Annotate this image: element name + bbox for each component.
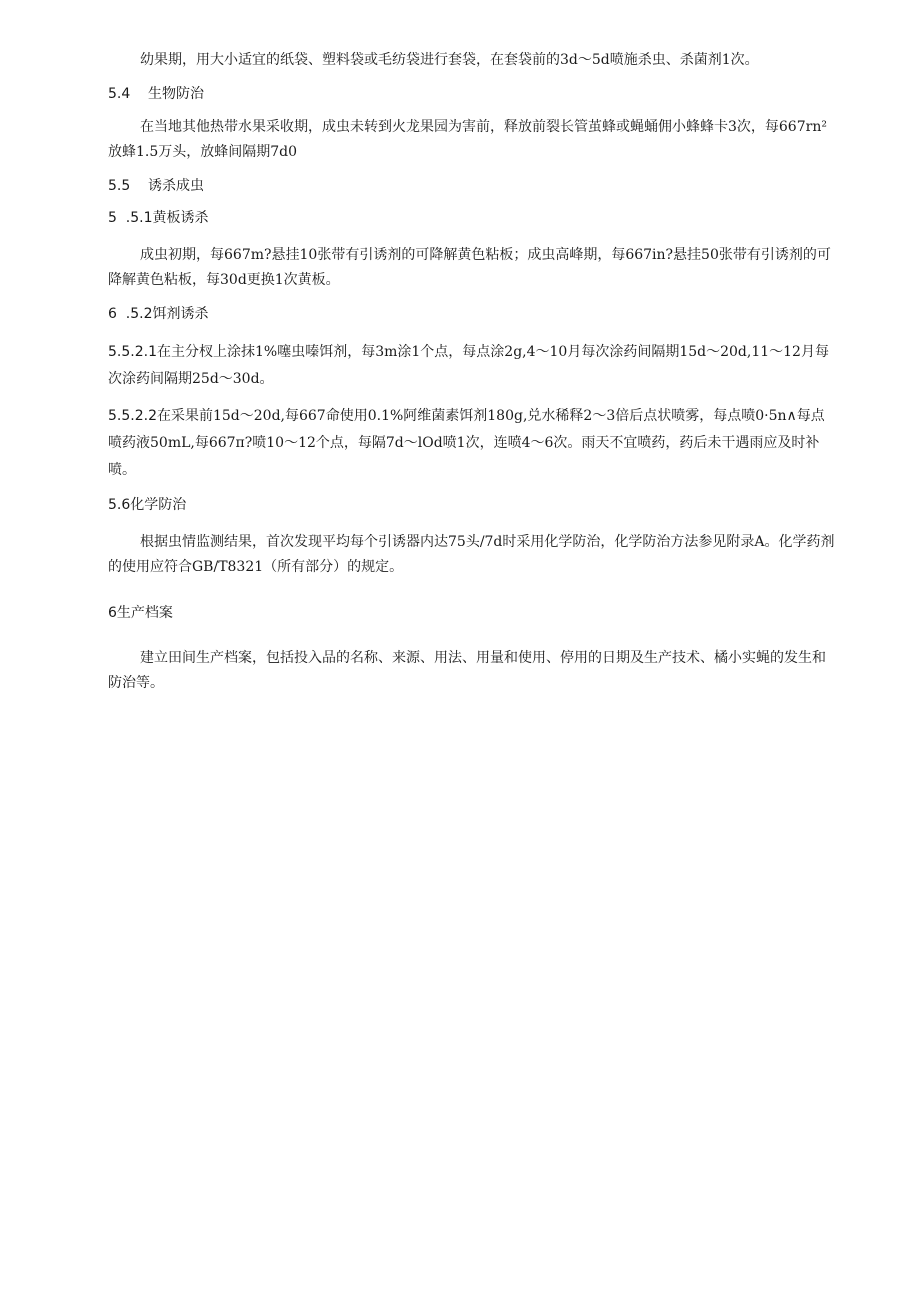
section-heading-5-6	[108, 494, 838, 516]
paragraph-fruit-bagging: 幼果期，用大小适宜的纸袋、塑料袋或毛纺袋进行套袋，在套袋前的3d～5d喷施杀虫、杀菌剂1次。	[140, 52, 759, 68]
section-number: 6	[108, 605, 117, 621]
section-heading-5-5-2	[108, 303, 838, 325]
section-title: 生物防治	[148, 86, 204, 102]
clause-5-5-2-1	[108, 339, 838, 393]
section-heading-6	[108, 602, 838, 624]
section-number: 5.4	[108, 86, 131, 102]
clause-number: 5.5.2.1	[108, 344, 157, 360]
paragraph-yellow-board: 成虫初期，每667m?悬挂10张带有引诱剂的可降解黄色粘板；成虫高峰期，每667in?悬挂50张带有引诱剂的可降解黄色粘板，每30d更换1次黄板。	[108, 247, 831, 288]
section-heading-5-4	[108, 83, 838, 105]
section-title: 诱杀成虫	[148, 178, 204, 194]
section-number: 6 .5.2	[108, 306, 153, 322]
clause-text: 在主分杈上涂抹1%噻虫嗪饵剂，每3m涂1个点，每点涂2g,4～10月每次涂药间隔期15d～20d,11～12月每次涂药间隔期25d～30d。	[108, 344, 829, 387]
clause-5-5-2-2	[108, 403, 838, 484]
section-heading-5-5-1	[108, 207, 838, 229]
section-number: 5.5	[108, 178, 131, 194]
section-number: 5 .5.1	[108, 210, 153, 226]
paragraph-chemical-control: 根据虫情监测结果，首次发现平均每个引诱器内达75头/7d时采用化学防治，化学防治方法参见附录A。化学药剂的使用应符合GB/T8321（所有部分）的规定。	[108, 534, 835, 575]
section-heading-5-5	[108, 175, 838, 197]
section-title: 饵剂诱杀	[152, 306, 209, 322]
paragraph-biological-control: 在当地其他热带水果采收期，成虫未转到火龙果园为害前，释放前裂长管茧蜂或蝇蛹佣小蜂蜂卡3次，每667rn²放蜂1.5万头，放蜂间隔期7d0	[108, 119, 827, 160]
clause-text: 在采果前15d～20d,每667命使用0.1%阿维菌素饵剂180g,兑水稀释2～3倍后点状喷雾，每点喷0·5n∧每点喷药液50mL,每667π?喷10～12个点，每隔7d～lOd喷1次，连喷4～6次。雨天不宜喷药，药后未干遇雨应及时补喷。	[108, 408, 825, 478]
section-title: 黄板诱杀	[152, 210, 209, 226]
paragraph-production-records: 建立田间生产档案，包括投入品的名称、来源、用法、用量和使用、停用的日期及生产技术、橘小实蝇的发生和防治等。	[108, 650, 826, 691]
section-title: 化学防治	[130, 497, 187, 513]
section-title: 生产档案	[116, 605, 173, 621]
section-number: 5.6	[108, 497, 131, 513]
document-page	[108, 48, 838, 696]
clause-number: 5.5.2.2	[108, 408, 157, 424]
